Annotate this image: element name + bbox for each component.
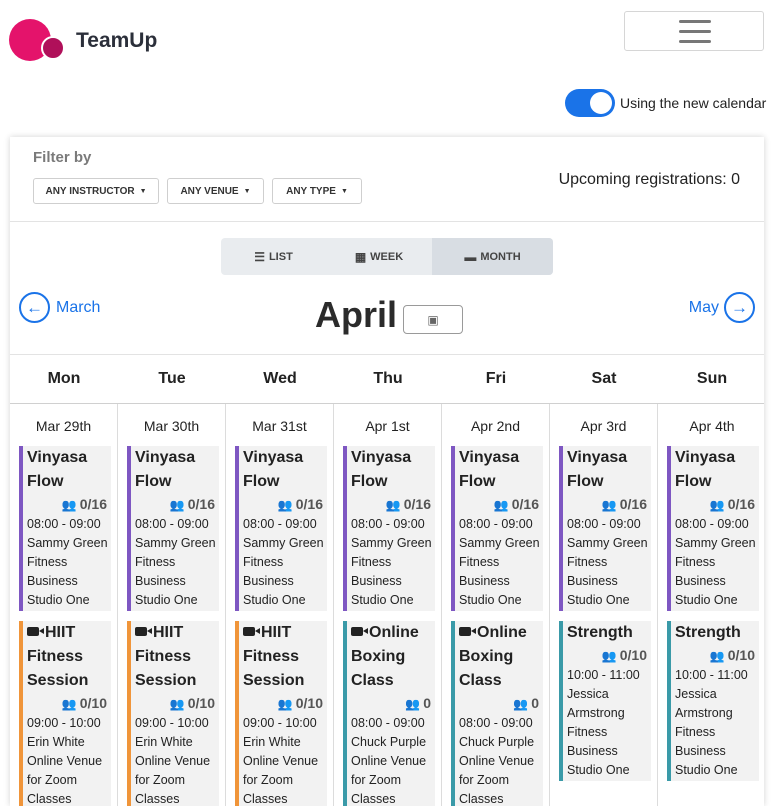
users-icon: 👥 (169, 498, 185, 512)
event-title: HIIT Fitness Session (27, 624, 89, 689)
event-title: Vinyasa Flow (243, 449, 304, 490)
video-camera-icon (135, 627, 147, 636)
day-column (442, 404, 550, 806)
event-capacity: 👥 0/10 (61, 695, 107, 711)
event-title: Strength (675, 624, 741, 641)
event-time: 08:00 - 09:00 (351, 517, 425, 531)
event-detail: Studio One (243, 593, 306, 607)
event-detail: Sammy Green (675, 536, 756, 550)
event-capacity: 👥 0/16 (385, 496, 431, 512)
weekday-mon: Mon (47, 370, 81, 387)
event-detail: Online Venue (27, 754, 103, 768)
event-detail: Armstrong (675, 706, 733, 720)
event-detail: Sammy Green (243, 536, 324, 550)
weekday-fri: Fri (485, 370, 507, 387)
day-column (118, 404, 226, 806)
video-camera-icon (243, 627, 255, 636)
event-detail: Online Venue (135, 754, 211, 768)
event-detail: Business (27, 574, 78, 588)
event-time: 08:00 - 09:00 (459, 517, 533, 531)
grid-icon: ▦ (354, 249, 367, 264)
day-date: Apr 1st (365, 418, 410, 434)
next-month-label: May (688, 298, 719, 316)
event-detail: Classes (243, 792, 288, 806)
weekday-tue: Tue (158, 370, 186, 387)
users-icon: 👥 (385, 498, 401, 512)
weekday-sat: Sat (591, 370, 617, 387)
video-camera-icon (459, 627, 471, 636)
event-capacity: 👥 0/10 (709, 647, 755, 663)
event-title: Vinyasa Flow (135, 449, 196, 490)
event-detail: Sammy Green (351, 536, 432, 550)
month-view-label: MONTH (480, 250, 521, 263)
event-detail: Fitness (567, 725, 608, 739)
list-icon: ☰ (254, 249, 265, 264)
weekday-thu: Thu (373, 370, 403, 387)
day-date: Apr 3rd (580, 418, 627, 434)
month-view-button[interactable] (432, 238, 553, 275)
users-icon: 👥 (493, 498, 509, 512)
event-time: 09:00 - 10:00 (243, 716, 317, 730)
users-icon: 👥 (169, 697, 185, 711)
users-icon: 👥 (405, 697, 421, 711)
event-capacity: 👥 0/16 (493, 496, 539, 512)
event-card[interactable] (559, 621, 651, 781)
event-detail: Armstrong (567, 706, 625, 720)
new-calendar-toggle[interactable] (565, 89, 615, 117)
event-title: HIIT Fitness Session (135, 624, 197, 689)
event-capacity: 👥 0/10 (277, 695, 323, 711)
event-card[interactable] (451, 446, 543, 611)
event-detail: for Zoom (27, 773, 78, 787)
event-detail: Business (567, 574, 618, 588)
event-title: Vinyasa Flow (567, 449, 628, 490)
instructor-filter-label: ANY INSTRUCTOR (45, 185, 135, 197)
list-view-label: LIST (268, 250, 293, 263)
event-capacity: 👥 0/16 (601, 496, 647, 512)
day-date: Apr 4th (689, 418, 735, 434)
event-card[interactable] (667, 446, 759, 611)
event-detail: Sammy Green (27, 536, 108, 550)
users-icon: 👥 (61, 697, 77, 711)
divider (10, 221, 764, 222)
event-card[interactable] (127, 621, 219, 806)
event-title: Online Boxing Class (459, 624, 527, 689)
event-capacity: 👥 0/16 (277, 496, 323, 512)
event-detail: Classes (459, 792, 504, 806)
event-detail: Business (675, 744, 726, 758)
month-grid (10, 404, 764, 806)
event-detail: Studio One (459, 593, 522, 607)
event-card[interactable] (19, 621, 111, 806)
event-card[interactable] (343, 446, 435, 611)
event-detail: Erin White (243, 735, 301, 749)
event-detail: Chuck Purple (351, 735, 427, 749)
event-detail: Fitness (351, 555, 392, 569)
day-column (658, 404, 764, 806)
top-header (0, 0, 771, 80)
event-detail: Jessica (675, 687, 717, 701)
new-calendar-label: Using the new calendar (620, 95, 767, 111)
event-time: 08:00 - 09:00 (567, 517, 641, 531)
list-view-button[interactable] (221, 238, 326, 275)
day-column (334, 404, 442, 806)
calendar-panel (10, 137, 764, 806)
event-detail: Studio One (135, 593, 198, 607)
prev-month-label: March (56, 298, 101, 316)
caret-down-icon: ▼ (139, 187, 147, 195)
users-icon: 👥 (277, 697, 293, 711)
event-capacity: 👥 0/10 (169, 695, 215, 711)
event-detail: Studio One (567, 593, 630, 607)
event-detail: Fitness (675, 555, 716, 569)
next-month-link[interactable] (689, 292, 755, 323)
event-card[interactable] (19, 446, 111, 611)
event-detail: for Zoom (351, 773, 402, 787)
event-capacity: 👥 0/16 (169, 496, 215, 512)
hamburger-icon (679, 20, 711, 23)
event-capacity: 👥 0/10 (601, 647, 647, 663)
users-icon: 👥 (513, 697, 529, 711)
event-time: 08:00 - 09:00 (27, 517, 101, 531)
event-detail: Classes (351, 792, 396, 806)
event-detail: for Zoom (459, 773, 510, 787)
caret-down-icon: ▼ (340, 187, 348, 195)
event-card[interactable] (343, 621, 435, 806)
event-detail: Fitness (459, 555, 500, 569)
event-time: 09:00 - 10:00 (27, 716, 101, 730)
type-filter-label: ANY TYPE (286, 185, 336, 197)
filter-title: Filter by (33, 149, 92, 166)
event-detail: Sammy Green (459, 536, 540, 550)
type-filter-button[interactable] (272, 178, 362, 204)
calendar-icon: ▣ (427, 312, 439, 327)
event-detail: Fitness (675, 725, 716, 739)
event-card[interactable] (235, 446, 327, 611)
event-detail: Online Venue (243, 754, 319, 768)
weekday-wed: Wed (263, 370, 297, 387)
event-detail: Erin White (135, 735, 193, 749)
event-title: HIIT Fitness Session (243, 624, 305, 689)
event-detail: Fitness (27, 555, 68, 569)
arrow-right-icon: → (724, 292, 755, 323)
event-card[interactable] (127, 446, 219, 611)
weekday-sun: Sun (696, 370, 728, 387)
day-date: Apr 2nd (470, 418, 521, 434)
event-detail: Business (243, 574, 294, 588)
event-title: Vinyasa Flow (459, 449, 520, 490)
event-title: Vinyasa Flow (351, 449, 412, 490)
users-icon: 👥 (709, 649, 725, 663)
venue-filter-button[interactable] (167, 178, 264, 204)
event-detail: Studio One (27, 593, 90, 607)
event-time: 08:00 - 09:00 (459, 716, 533, 730)
event-detail: Business (135, 574, 186, 588)
event-detail: Sammy Green (567, 536, 648, 550)
users-icon: 👥 (709, 498, 725, 512)
event-title: Vinyasa Flow (27, 449, 88, 490)
day-date: Mar 31st (252, 418, 307, 434)
instructor-filter-button[interactable] (33, 178, 159, 204)
video-camera-icon (351, 627, 363, 636)
day-date: Mar 29th (35, 418, 92, 434)
event-time: 10:00 - 11:00 (675, 668, 748, 682)
event-detail: Online Venue (459, 754, 535, 768)
event-card[interactable] (451, 621, 543, 806)
event-detail: Fitness (243, 555, 284, 569)
event-detail: Studio One (675, 763, 738, 777)
event-detail: Chuck Purple (459, 735, 535, 749)
event-detail: Fitness (567, 555, 608, 569)
event-time: 08:00 - 09:00 (135, 517, 209, 531)
week-view-label: WEEK (370, 250, 404, 263)
event-detail: Studio One (675, 593, 738, 607)
event-detail: for Zoom (135, 773, 186, 787)
day-column (550, 404, 658, 806)
users-icon: 👥 (601, 498, 617, 512)
calendar-icon: ▬ (464, 249, 477, 264)
day-date: Mar 30th (143, 418, 200, 434)
event-time: 10:00 - 11:00 (567, 668, 640, 682)
weekday-header-row (10, 354, 764, 404)
week-view-button[interactable] (326, 238, 432, 275)
event-capacity: 👥 0 (405, 695, 431, 711)
date-picker-button[interactable] (403, 305, 463, 334)
event-capacity: 👥 0/16 (709, 496, 755, 512)
brand-name: TeamUp (76, 29, 158, 52)
event-detail: Jessica (567, 687, 609, 701)
event-card[interactable] (559, 446, 651, 611)
event-capacity: 👥 0 (513, 695, 539, 711)
event-title: Online Boxing Class (351, 624, 419, 689)
new-calendar-toggle-row (565, 89, 766, 117)
event-card[interactable] (667, 621, 759, 781)
event-title: Strength (567, 624, 633, 641)
day-column (10, 404, 118, 806)
users-icon: 👥 (277, 498, 293, 512)
teamup-logo[interactable] (9, 19, 69, 63)
event-detail: Studio One (567, 763, 630, 777)
venue-filter-label: ANY VENUE (180, 185, 239, 197)
event-detail: Business (567, 744, 618, 758)
users-icon: 👥 (61, 498, 77, 512)
event-detail: Classes (135, 792, 180, 806)
video-camera-icon (27, 627, 39, 636)
view-switcher (221, 238, 553, 275)
event-detail: Business (351, 574, 402, 588)
event-time: 08:00 - 09:00 (351, 716, 425, 730)
event-card[interactable] (235, 621, 327, 806)
caret-down-icon: ▼ (243, 187, 251, 195)
prev-month-link[interactable] (19, 292, 100, 323)
event-detail: Classes (27, 792, 72, 806)
event-detail: Business (459, 574, 510, 588)
users-icon: 👥 (601, 649, 617, 663)
month-title: April (315, 294, 398, 335)
event-detail: Studio One (351, 593, 414, 607)
event-detail: Business (675, 574, 726, 588)
event-time: 08:00 - 09:00 (243, 517, 317, 531)
event-capacity: 👥 0/16 (61, 496, 107, 512)
event-time: 09:00 - 10:00 (135, 716, 209, 730)
event-detail: Sammy Green (135, 536, 216, 550)
event-title: Vinyasa Flow (675, 449, 736, 490)
event-detail: Fitness (135, 555, 176, 569)
upcoming-registrations: Upcoming registrations: 0 (558, 171, 740, 188)
event-time: 08:00 - 09:00 (675, 517, 749, 531)
event-detail: for Zoom (243, 773, 294, 787)
menu-button[interactable] (624, 11, 764, 51)
event-detail: Online Venue (351, 754, 427, 768)
day-column (226, 404, 334, 806)
event-detail: Erin White (27, 735, 85, 749)
arrow-left-icon: ← (19, 292, 50, 323)
